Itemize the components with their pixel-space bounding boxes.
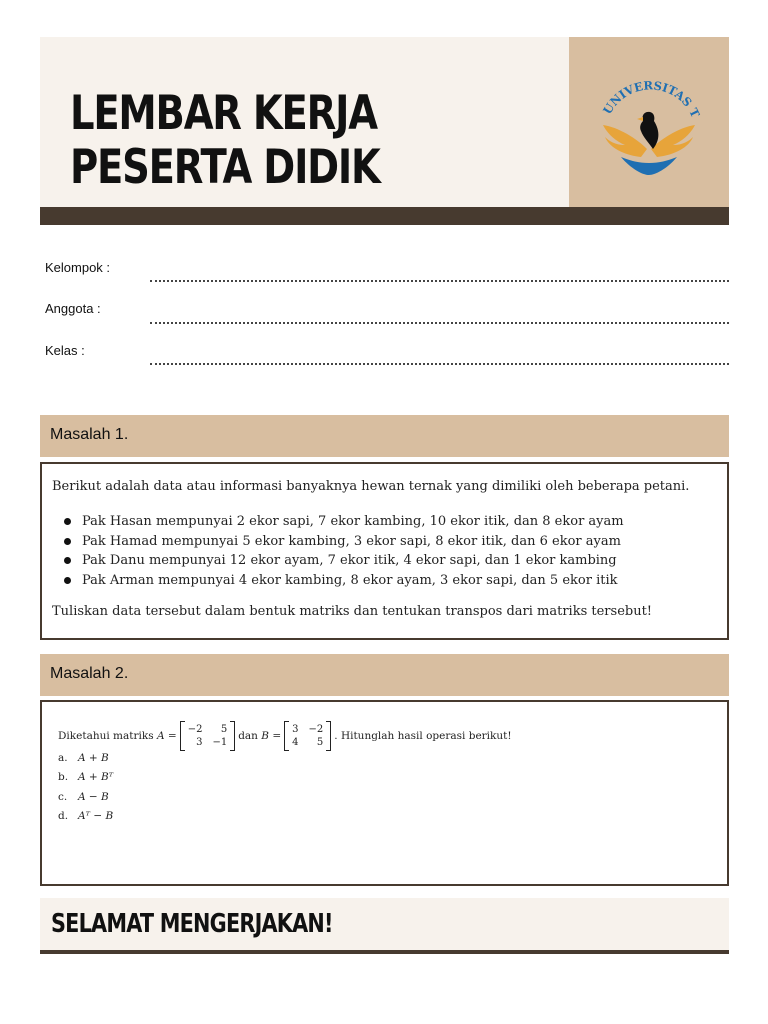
item-label: c. (58, 791, 68, 803)
item-expression: A − B (78, 791, 109, 803)
kelompok-label: Kelompok : (45, 260, 111, 275)
kelas-label: Kelas : (45, 343, 85, 358)
title-line-2: PESERTA DIDIK (70, 140, 380, 195)
closing-message: SELAMAT MENGERJAKAN! (51, 909, 333, 939)
page-title (70, 87, 380, 195)
item-expression: A + Bᵀ (78, 771, 114, 783)
matrix-b-name: B = (261, 730, 282, 742)
masalah-1-list (62, 512, 624, 590)
matrix-cell: 3 (196, 737, 203, 748)
item-label: a. (58, 752, 68, 764)
masalah-1-title: Masalah 1. (50, 426, 129, 443)
list-item: Pak Hasan mempunyai 2 ekor sapi, 7 ekor kambing, 10 ekor itik, dan 8 ekor ayam (62, 512, 624, 532)
operation-item (58, 771, 113, 783)
matrix-a-name: A = (156, 730, 177, 742)
item-expression: A + B (78, 752, 109, 764)
operation-item (58, 810, 113, 822)
title-line-1: LEMBAR KERJA (70, 86, 377, 141)
matrix-a (180, 721, 236, 751)
masalah-2-box (40, 700, 729, 886)
logo-panel (569, 37, 729, 207)
matrix-cell: −2 (308, 724, 324, 735)
intro-prefix: Diketahui matriks (58, 730, 154, 742)
operation-item (58, 752, 109, 764)
matrix-cell: −2 (187, 724, 203, 735)
anggota-label: Anggota : (45, 301, 101, 316)
masalah-1-header (40, 415, 729, 457)
kelompok-field[interactable] (150, 280, 729, 282)
matrix-cell: 5 (316, 737, 324, 748)
masalah-2-title: Masalah 2. (50, 665, 129, 682)
header-divider-bar (40, 207, 729, 225)
masalah-2-intro (58, 720, 512, 752)
list-item: Pak Hamad mempunyai 5 ekor kambing, 3 ekor sapi, 8 ekor itik, dan 6 ekor ayam (62, 532, 624, 552)
intro-suffix: . Hitunglah hasil operasi berikut! (334, 730, 512, 742)
matrix-cell: 4 (292, 737, 299, 748)
list-item: Pak Danu mempunyai 12 ekor ayam, 7 ekor itik, 4 ekor sapi, dan 1 ekor kambing (62, 551, 624, 571)
masalah-1-task: Tuliskan data tersebut dalam bentuk matriks dan tentukan transpos dari matriks tersebut! (52, 604, 653, 619)
conjunction: dan (238, 730, 258, 742)
matrix-b (284, 721, 331, 751)
masalah-2-header (40, 654, 729, 696)
anggota-field[interactable] (150, 322, 729, 324)
matrix-cell: 5 (220, 724, 228, 735)
matrix-cell: −1 (212, 737, 228, 748)
masalah-1-box (40, 462, 729, 640)
item-expression: Aᵀ − B (78, 810, 114, 822)
operation-item (58, 791, 109, 803)
logo-text: UNIVERSITAS T (600, 78, 703, 120)
matrix-cell: 3 (292, 724, 299, 735)
universitas-tidar-logo (569, 37, 729, 207)
footer-panel (40, 898, 729, 950)
item-label: d. (58, 810, 69, 822)
item-label: b. (58, 771, 69, 783)
list-item: Pak Arman mempunyai 4 ekor kambing, 8 ekor ayam, 3 ekor sapi, dan 5 ekor itik (62, 571, 624, 591)
masalah-1-intro: Berikut adalah data atau informasi banyaknya hewan ternak yang dimiliki oleh beberapa petani. (52, 479, 690, 494)
kelas-field[interactable] (150, 363, 729, 365)
footer-divider-bar (40, 950, 729, 954)
header-panel (40, 37, 729, 207)
